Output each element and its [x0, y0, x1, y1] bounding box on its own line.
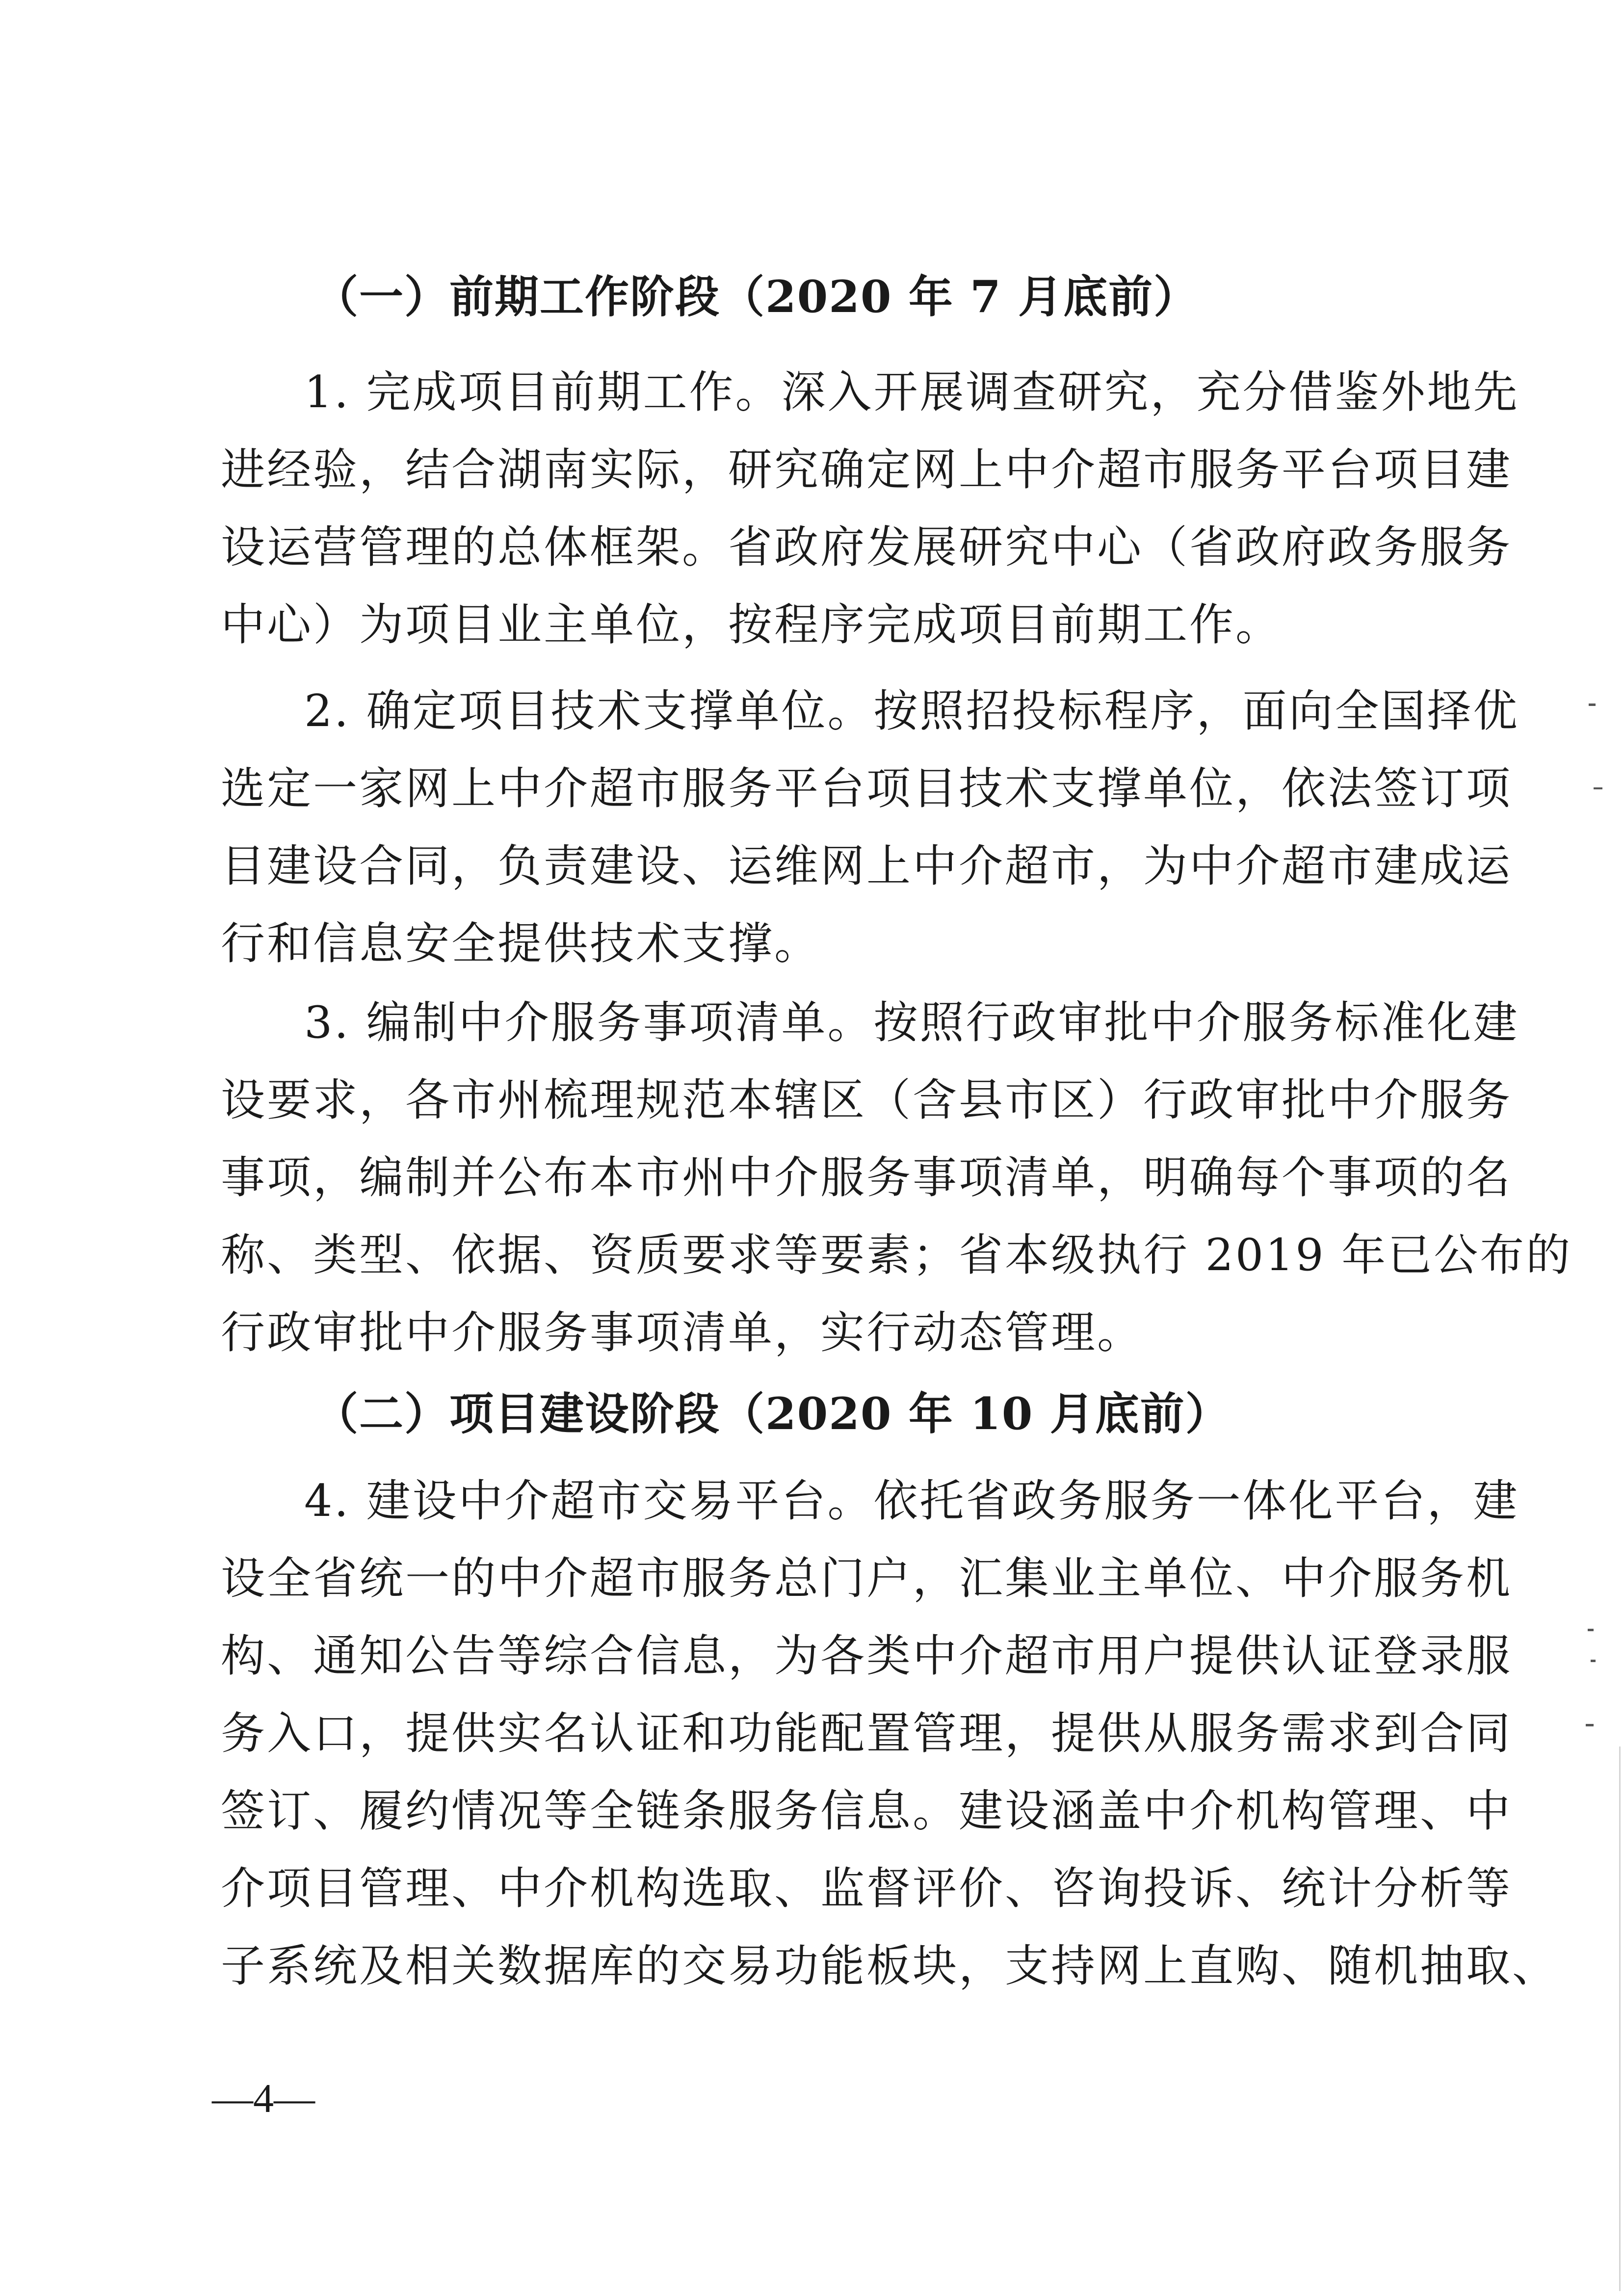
paragraph-line: 目建设合同，负责建设、运维网上中介超市，为中介超市建成运: [221, 840, 1512, 892]
paragraph-line: 1. 完成项目前期工作。深入开展调查研究，充分借鉴外地先: [304, 366, 1519, 418]
paragraph-line: 签订、履约情况等全链条服务信息。建设涵盖中介机构管理、中: [221, 1785, 1512, 1837]
paragraph-line: 4. 建设中介超市交易平台。依托省政务服务一体化平台，建: [304, 1475, 1519, 1527]
section-heading-2: （二）项目建设阶段（2020 年 10 月底前）: [314, 1388, 1231, 1440]
paragraph-line: 设全省统一的中介超市服务总门户，汇集业主单位、中介服务机: [221, 1553, 1512, 1604]
section-heading-1: （一）前期工作阶段（2020 年 7 月底前）: [314, 271, 1199, 323]
paragraph-line: 设要求，各市州梳理规范本辖区（含县市区）行政审批中介服务: [221, 1074, 1512, 1126]
paragraph-line: 3. 编制中介服务事项清单。按照行政审批中介服务标准化建: [304, 997, 1519, 1048]
page-number: —4—: [212, 2076, 315, 2121]
scan-mark: [1591, 1660, 1596, 1662]
paragraph-line: 行政审批中介服务事项清单，实行动态管理。: [221, 1307, 1143, 1358]
paragraph-line: 进经验，结合湖南实际，研究确定网上中介超市服务平台项目建: [221, 444, 1512, 495]
scan-mark: [1588, 1629, 1594, 1631]
paragraph-line: 中心）为项目业主单位，按程序完成项目前期工作。: [221, 599, 1282, 651]
paragraph-line: 行和信息安全提供技术支撑。: [221, 918, 820, 969]
paragraph-line: 介项目管理、中介机构选取、监督评价、咨询投诉、统计分析等: [221, 1863, 1512, 1914]
paragraph-line: 事项，编制并公布本市州中介服务事项清单，明确每个事项的名: [221, 1152, 1512, 1203]
scan-mark: [1589, 704, 1596, 706]
paragraph-line: 称、类型、依据、资质要求等要素；省本级执行 2019 年已公布的: [221, 1229, 1572, 1281]
paragraph-line: 2. 确定项目技术支撑单位。按照招投标程序，面向全国择优: [304, 685, 1519, 737]
scan-mark: [1594, 787, 1602, 789]
paragraph-line: 子系统及相关数据库的交易功能板块，支持网上直购、随机抽取、: [221, 1940, 1558, 1992]
paragraph-line: 构、通知公告等综合信息，为各类中介超市用户提供认证登录服: [221, 1630, 1512, 1682]
scan-mark: [1586, 1724, 1594, 1726]
paragraph-line: 选定一家网上中介超市服务平台项目技术支撑单位，依法签订项: [221, 763, 1512, 814]
paragraph-line: 务入口，提供实名认证和功能配置管理，提供从服务需求到合同: [221, 1708, 1512, 1759]
scan-edge-line: [1619, 1746, 1621, 2291]
paragraph-line: 设运营管理的总体框架。省政府发展研究中心（省政府政务服务: [221, 521, 1512, 573]
